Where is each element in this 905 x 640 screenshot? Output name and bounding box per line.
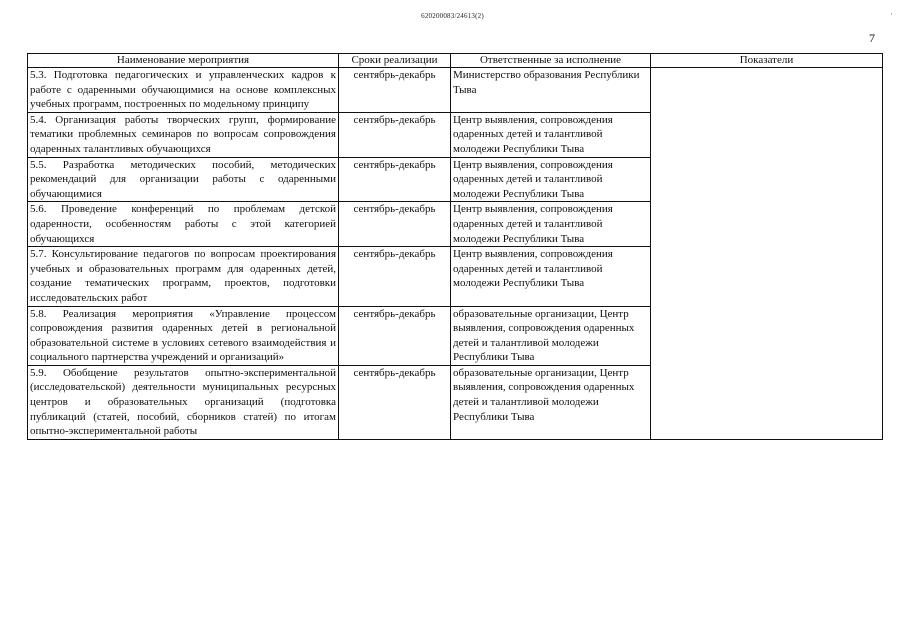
table-row (28, 202, 883, 247)
event-name: 5.8. Реализация мероприятия «Управление процессом сопровождения развития одаренных детей в региональной образовательной системе в условиях сетевого взаимодействия и социального партнерства учреждений и организаций» (28, 306, 339, 365)
event-name: 5.9. Обобщение результатов опытно-экспериментальной (исследовательской) деятельности муниципальных ресурсных центров и образовательных организаций (подготовка публикаций (статей, пособий, сборников статей) по итогам опытно-экспериментальной работы (28, 365, 339, 439)
event-name: 5.6. Проведение конференций по проблемам детской одаренности, особенностям работы с этой категорией обучающихся (28, 202, 339, 247)
event-name: 5.3. Подготовка педагогических и управленческих кадров к работе с одаренными обучающимися на основе комплексных учебных программ, построенных по модельному принципу (28, 68, 339, 113)
event-indicators (651, 68, 883, 113)
event-name: 5.5. Разработка методических пособий, методических рекомендаций для организации работы с одаренными обучающимися (28, 157, 339, 202)
document-code: 620200083/24613(2) (421, 12, 484, 20)
table-row (28, 306, 883, 365)
event-responsible: Центр выявления, сопровождения одаренных детей и талантливой молодежи Республики Тыва (451, 157, 651, 202)
event-responsible: Центр выявления, сопровождения одаренных детей и талантливой молодежи Республики Тыва (451, 202, 651, 247)
column-header-indicators: Показатели (651, 54, 883, 68)
event-period: сентябрь-декабрь (339, 306, 451, 365)
column-header-period: Сроки реализации (339, 54, 451, 68)
event-period: сентябрь-декабрь (339, 365, 451, 439)
event-indicators (651, 202, 883, 247)
table-header-row (28, 54, 883, 68)
event-indicators (651, 306, 883, 365)
event-period: сентябрь-декабрь (339, 202, 451, 247)
table-row (28, 157, 883, 202)
event-indicators (651, 157, 883, 202)
event-responsible: образовательные организации, Центр выявления, сопровождения одаренных детей и талантливой молодежи Республики Тыва (451, 365, 651, 439)
events-plan-table (27, 53, 883, 440)
table-row (28, 68, 883, 113)
event-responsible: Центр выявления, сопровождения одаренных детей и талантливой молодежи Республики Тыва (451, 247, 651, 306)
event-name: 5.4. Организация работы творческих групп, формирование тематики проблемных семинаров по вопросам сопровождения одаренных талантливых обучающихся (28, 112, 339, 157)
event-period: сентябрь-декабрь (339, 68, 451, 113)
event-period: сентябрь-декабрь (339, 112, 451, 157)
table-row (28, 365, 883, 439)
column-header-name: Наименование мероприятия (28, 54, 339, 68)
event-responsible: Центр выявления, сопровождения одаренных детей и талантливой молодежи Республики Тыва (451, 112, 651, 157)
column-header-responsible: Ответственные за исполнение (451, 54, 651, 68)
table-row (28, 247, 883, 306)
event-indicators (651, 365, 883, 439)
page-number: 7 (869, 31, 875, 45)
event-responsible: образовательные организации, Центр выявления, сопровождения одаренных детей и талантливой молодежи Республики Тыва (451, 306, 651, 365)
table-row (28, 112, 883, 157)
corner-mark: · (890, 9, 893, 19)
event-period: сентябрь-декабрь (339, 157, 451, 202)
event-name: 5.7. Консультирование педагогов по вопросам проектирования учебных и образовательных программ для одаренных детей, создание тематических программ, проектов, подготовки исследовательских работ (28, 247, 339, 306)
event-responsible: Министерство образования Республики Тыва (451, 68, 651, 113)
event-indicators (651, 112, 883, 157)
event-indicators (651, 247, 883, 306)
event-period: сентябрь-декабрь (339, 247, 451, 306)
